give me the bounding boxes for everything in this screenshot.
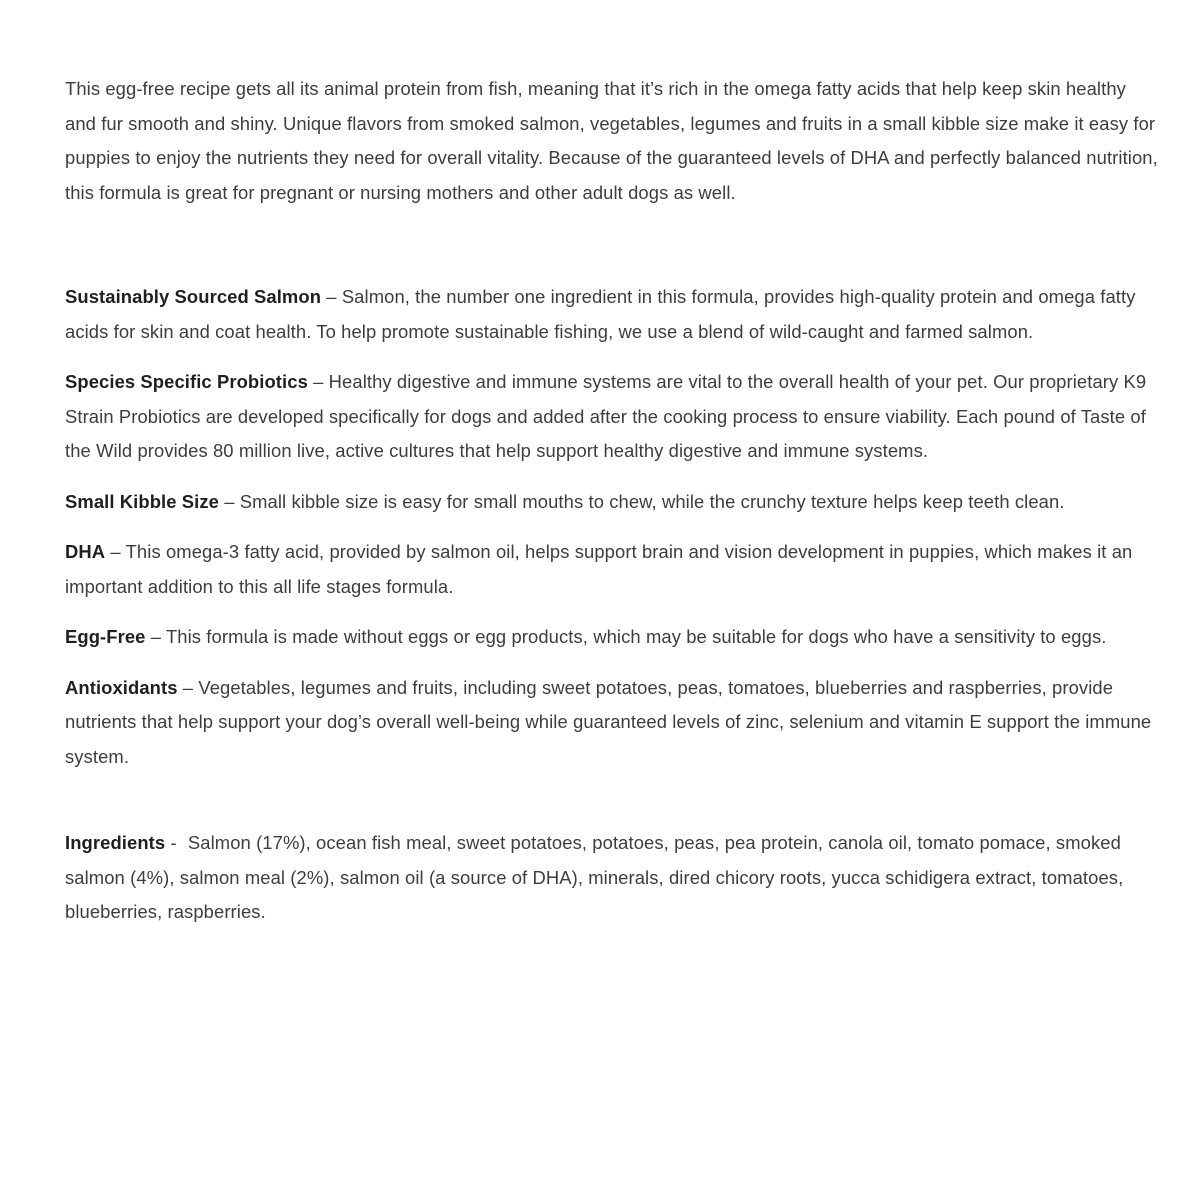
ingredients-text: Salmon (17%), ocean fish meal, sweet potatoes, potatoes, peas, pea protein, canola oil, tomato pomace, smoked salmon (4%), salmon meal (2%), salmon oil (a source of DHA), minerals, dired chicory roots, yucca schidigera extract, tomatoes, blueberries, raspberries. — [65, 832, 1124, 922]
intro-paragraph — [65, 72, 1162, 210]
feature-dha — [65, 535, 1162, 604]
feature-text: Salmon, the number one ingredient in this formula, provides high-quality protein and omega fatty acids for skin and coat health. To help promote sustainable fishing, we use a blend of wild-caught and farmed salmon. — [65, 286, 1136, 342]
feature-separator: – — [313, 371, 324, 392]
feature-heading: Small Kibble Size — [65, 490, 219, 512]
feature-separator: – — [224, 490, 235, 512]
feature-separator: – — [110, 541, 121, 562]
feature-text: Healthy digestive and immune systems are vital to the overall health of your pet. Our proprietary K9 Strain Probiotics are developed specifically for dogs and added after the cooking process to ensure viability. Each pound of Taste of the Wild provides 80 million live, active cultures that help support healthy digestive and immune systems. — [65, 371, 1147, 461]
feature-separator: – — [150, 626, 162, 647]
feature-heading: DHA — [65, 541, 106, 562]
feature-heading: Egg-Free — [65, 626, 146, 647]
feature-text: This omega-3 fatty acid, provided by salmon oil, helps support brain and vision development in puppies, which makes it an important addition to this all life stages formula. — [65, 541, 1133, 597]
feature-species-specific-probiotics — [65, 365, 1162, 469]
ingredients-separator: - — [170, 832, 177, 853]
feature-separator: – — [182, 676, 194, 698]
feature-text: This formula is made without eggs or egg products, which may be suitable for dogs who have a sensitivity to eggs. — [165, 626, 1107, 647]
feature-text: Small kibble size is easy for small mouths to chew, while the crunchy texture helps keep teeth clean. — [239, 490, 1065, 512]
ingredients-paragraph — [65, 826, 1162, 930]
feature-text: Vegetables, legumes and fruits, including sweet potatoes, peas, tomatoes, blueberries and raspberries, provide nutrients that help support your dog’s overall well-being while guaranteed levels of zinc, selenium and vitamin E support the immune system. — [65, 676, 1152, 767]
feature-antioxidants — [65, 671, 1162, 775]
intro-text: This egg-free recipe gets all its animal protein from fish, meaning that it’s rich in the omega fatty acids that help keep skin healthy and fur smooth and shiny. Unique flavors from smoked salmon, vegetables, legumes and fruits in a small kibble size make it easy for puppies to enjoy the nutrients they need for overall vitality. Because of the guaranteed levels of DHA and perfectly balanced nutrition, this formula is great for pregnant or nursing mothers and other adult dogs as well. — [65, 78, 1158, 203]
product-description-content — [65, 72, 1162, 930]
feature-small-kibble-size — [65, 485, 1162, 520]
feature-heading: Antioxidants — [65, 676, 178, 698]
feature-sustainably-sourced-salmon — [65, 280, 1162, 349]
feature-heading: Sustainably Sourced Salmon — [65, 286, 322, 307]
feature-egg-free — [65, 620, 1162, 655]
feature-separator: – — [326, 286, 337, 307]
ingredients-heading: Ingredients — [65, 832, 166, 853]
feature-heading: Species Specific Probiotics — [65, 371, 308, 392]
